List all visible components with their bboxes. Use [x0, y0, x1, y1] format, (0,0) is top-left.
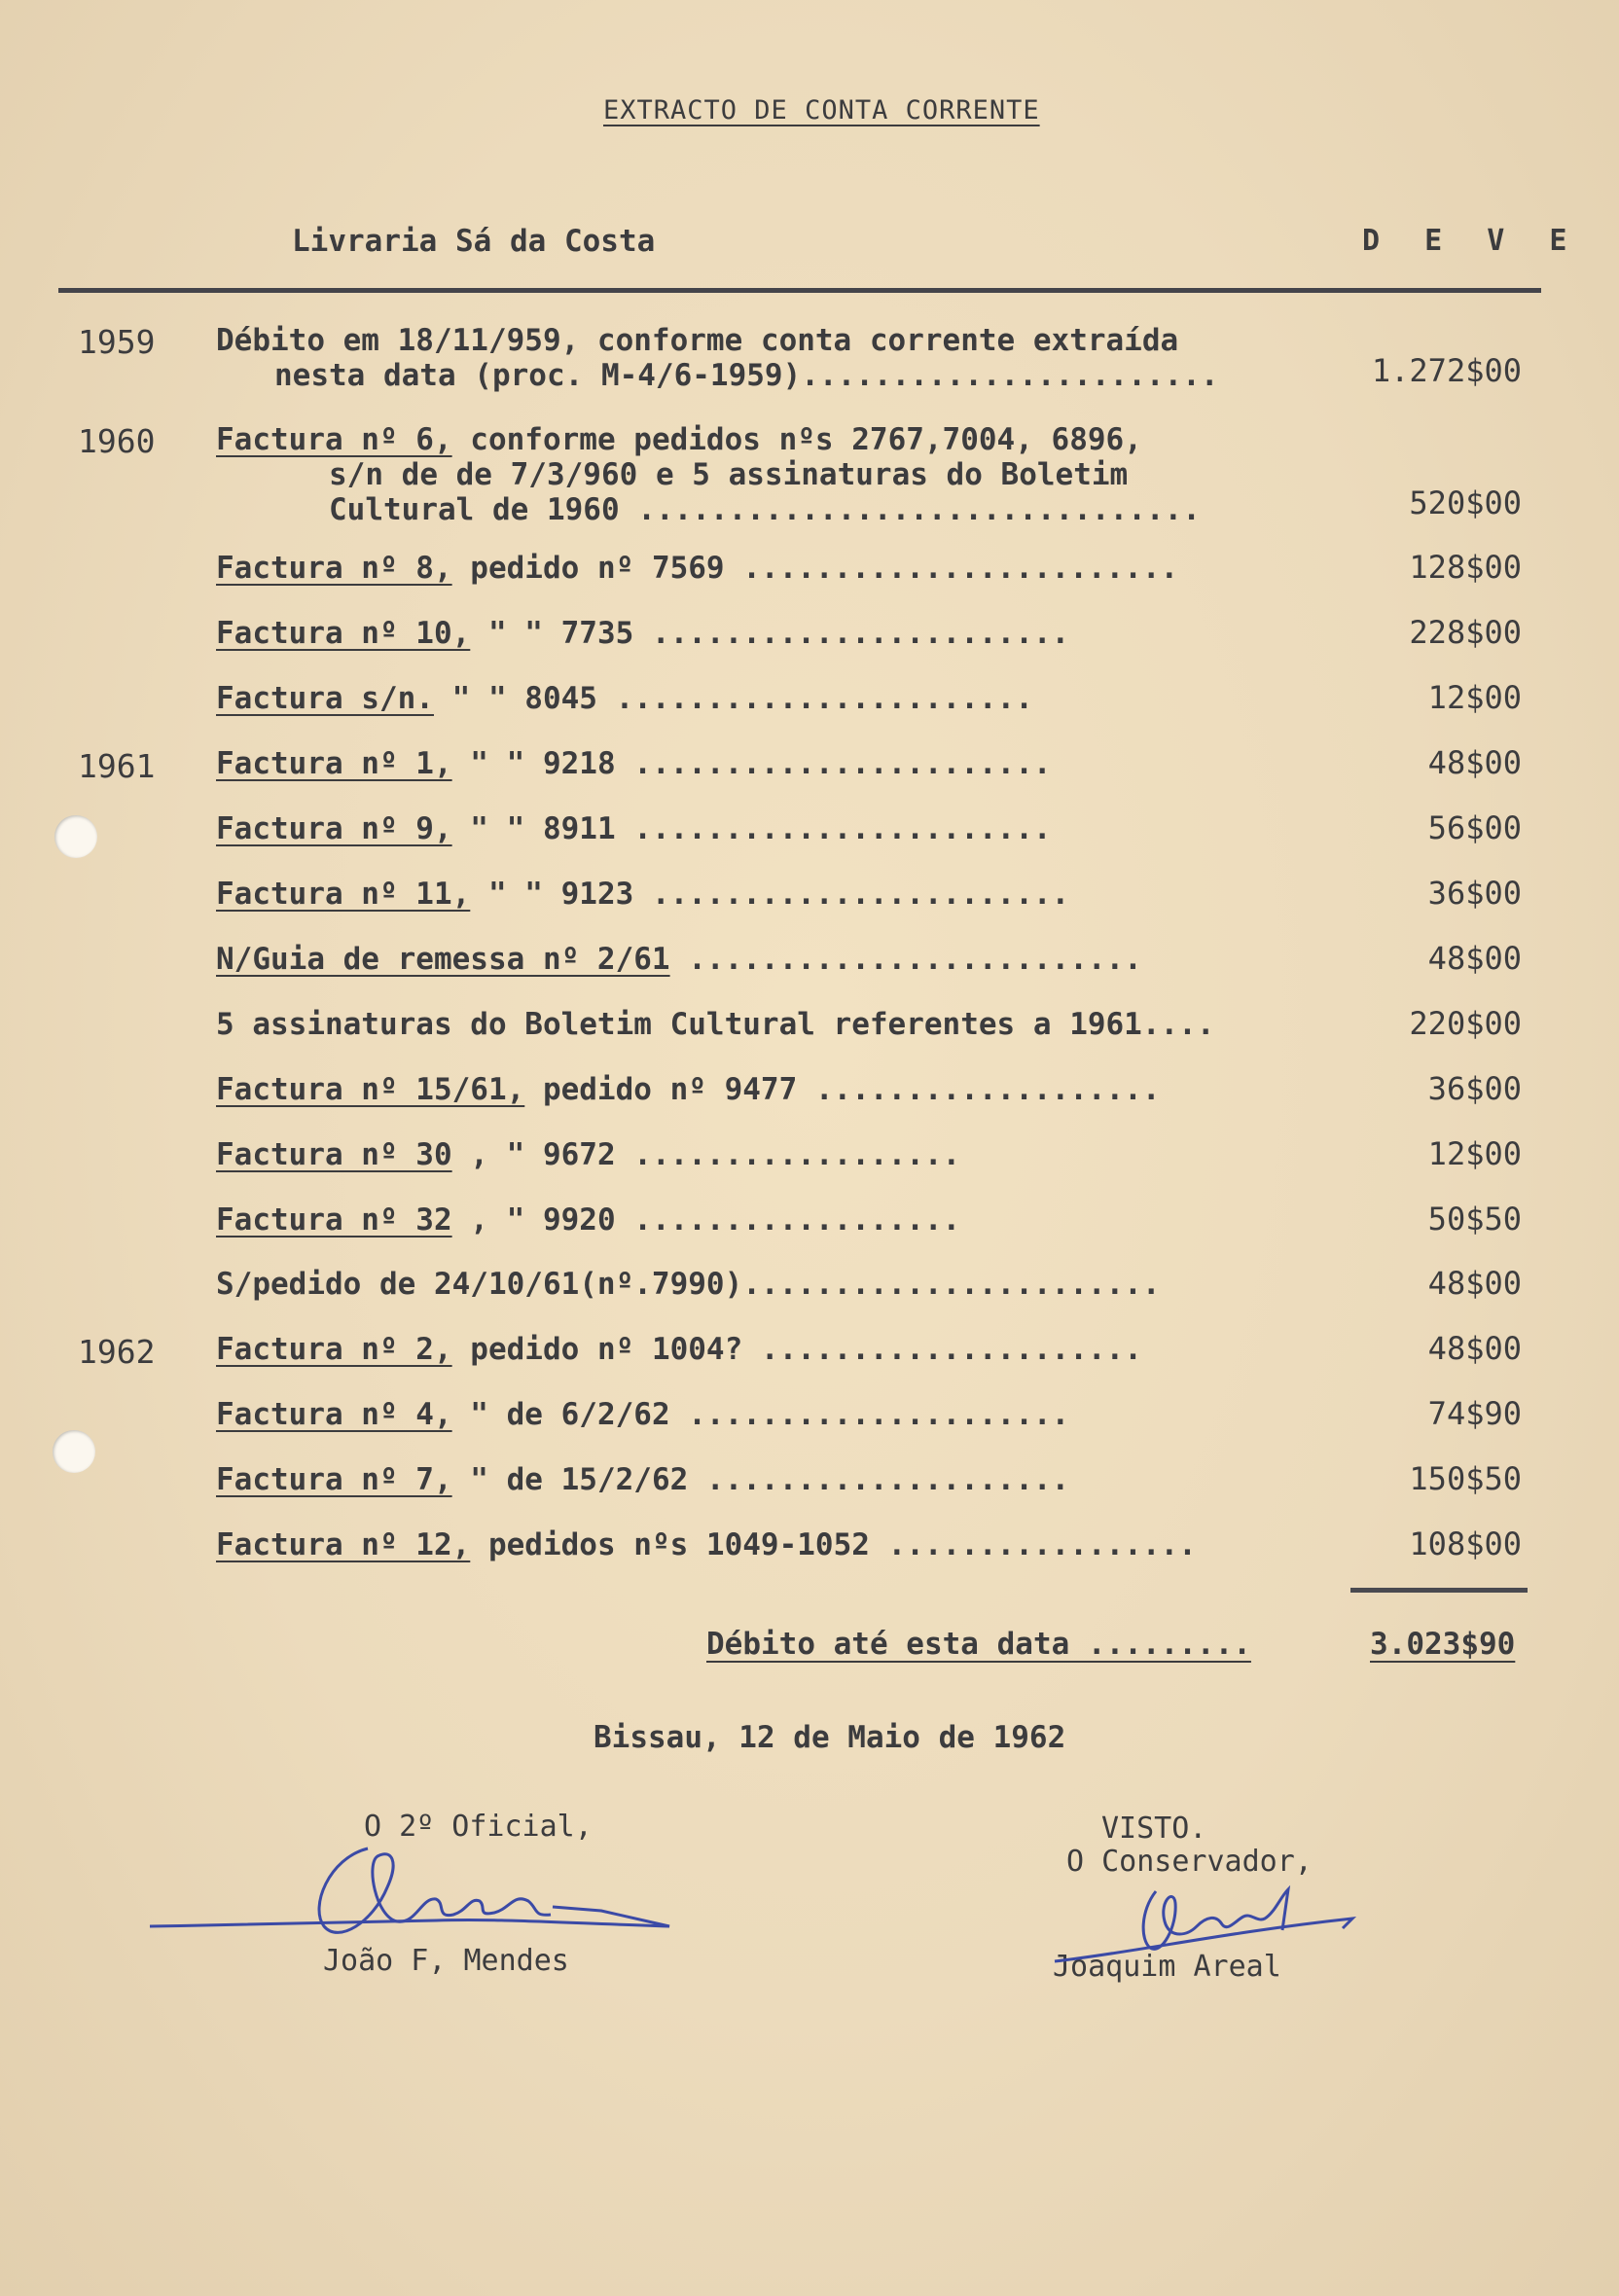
document-title: EXTRACTO DE CONTA CORRENTE — [603, 95, 1040, 126]
entry-line: conforme pedidos nºs 2767,7004, 6896, — [451, 422, 1142, 457]
entry-description — [216, 1332, 1142, 1367]
entry-text: " " 8911 ....................... — [451, 811, 1052, 846]
entry-description — [216, 1007, 1215, 1042]
invoice-ref: N/Guia de remessa nº 2/61 — [216, 942, 670, 977]
entry-amount: 12$00 — [1427, 679, 1522, 716]
signature-right-title: O Conservador, — [1066, 1845, 1313, 1879]
entry-line: nesta data (proc. M-4/6-1959)....................... — [274, 358, 1219, 393]
entry-amount: 48$00 — [1427, 1330, 1522, 1367]
entry-description — [216, 811, 1052, 846]
entry-description — [216, 1072, 1161, 1107]
invoice-ref: Factura nº 32 — [216, 1202, 452, 1238]
entry-amount: 228$00 — [1409, 614, 1522, 651]
total-line — [706, 1627, 1516, 1662]
invoice-ref: Factura nº 10, — [216, 616, 471, 651]
total-value: 3.023$90 — [1370, 1627, 1516, 1662]
total-label: Débito até esta data ......... — [706, 1627, 1251, 1662]
signature-left-title: O 2º Oficial, — [364, 1810, 593, 1844]
invoice-ref: Factura nº 6, — [216, 422, 452, 457]
invoice-ref: Factura nº 11, — [216, 877, 471, 912]
entry-amount: 36$00 — [1427, 1070, 1522, 1107]
entry-description — [216, 1202, 960, 1238]
entry-description — [216, 681, 1033, 716]
entry-text: ......................... — [669, 942, 1142, 977]
entry-amount: 128$00 — [1409, 549, 1522, 586]
entry-description — [216, 746, 1052, 781]
signature-right-name: Joaquim Areal — [1053, 1950, 1281, 1984]
entry-amount: 48$00 — [1427, 940, 1522, 977]
signature-left-name: João F, Mendes — [323, 1944, 569, 1978]
entry-line: Cultural de 1960 ............................... — [329, 492, 1201, 527]
entry-text: " " 7735 ....................... — [470, 616, 1070, 651]
entry-text: , " 9920 .................. — [451, 1202, 961, 1238]
entry-amount: 48$00 — [1427, 744, 1522, 781]
entry-line: Débito em 18/11/959, conforme conta corrente extraída — [216, 323, 1179, 358]
entry-text: 5 assinaturas do Boletim Cultural referentes a 1961.... — [216, 1007, 1215, 1042]
entry-amount: 50$50 — [1427, 1201, 1522, 1238]
entry-description — [216, 1527, 1197, 1562]
punch-hole — [53, 1430, 95, 1473]
entry-text: pedido nº 7569 ........................ — [451, 551, 1179, 586]
entry-text: pedido nº 1004? ..................... — [451, 1332, 1142, 1367]
punch-hole — [54, 815, 97, 858]
entry-amount: 12$00 — [1427, 1135, 1522, 1172]
entry-text: " de 15/2/62 .................... — [451, 1462, 1070, 1497]
entry-year: 1959 — [78, 323, 156, 361]
signature-right-visto: VISTO. — [1101, 1812, 1207, 1846]
invoice-ref: Factura nº 30 — [216, 1137, 452, 1172]
entry-amount: 150$50 — [1409, 1460, 1522, 1497]
entry-text: " " 9123 ....................... — [470, 877, 1070, 912]
sum-rule — [1350, 1588, 1528, 1593]
entry-amount: 36$00 — [1427, 875, 1522, 912]
entry-description — [216, 877, 1069, 912]
column-header-deve: D E V E — [1362, 224, 1581, 258]
invoice-ref: Factura nº 1, — [216, 746, 452, 781]
client-name: Livraria Sá da Costa — [292, 224, 656, 259]
invoice-ref: Factura nº 4, — [216, 1397, 452, 1432]
entry-line: s/n de de 7/3/960 e 5 assinaturas do Boletim — [329, 457, 1129, 492]
entry-amount: 56$00 — [1427, 809, 1522, 846]
header-rule — [58, 288, 1541, 293]
entry-text: S/pedido de 24/10/61(nº.7990)....................... — [216, 1267, 1161, 1302]
signature-mark-right — [1051, 1868, 1362, 1985]
entry-amount: 108$00 — [1409, 1525, 1522, 1562]
entry-year: 1962 — [78, 1333, 156, 1371]
entry-text: , " 9672 .................. — [451, 1137, 961, 1172]
entry-description — [216, 551, 1178, 586]
entry-text: pedido nº 9477 ................... — [524, 1072, 1161, 1107]
entry-amount: 220$00 — [1409, 1005, 1522, 1042]
signature-mark-left — [144, 1829, 689, 1955]
invoice-ref: Factura nº 7, — [216, 1462, 452, 1497]
invoice-ref: Factura nº 12, — [216, 1527, 471, 1562]
entry-amount: 520$00 — [1409, 484, 1522, 521]
entry-text: " " 9218 ....................... — [451, 746, 1052, 781]
invoice-ref: Factura nº 8, — [216, 551, 452, 586]
entry-description — [216, 422, 1201, 527]
entry-text: pedidos nºs 1049-1052 ................. — [470, 1527, 1197, 1562]
entry-year: 1960 — [78, 422, 156, 460]
place-date: Bissau, 12 de Maio de 1962 — [594, 1720, 1066, 1755]
invoice-ref: Factura nº 15/61, — [216, 1072, 525, 1107]
entry-description — [216, 1137, 960, 1172]
invoice-ref: Factura nº 9, — [216, 811, 452, 846]
entry-amount: 1.272$00 — [1371, 352, 1522, 389]
entry-description — [216, 1397, 1069, 1432]
entry-description — [216, 323, 1219, 393]
entry-year: 1961 — [78, 747, 156, 785]
entry-description — [216, 616, 1069, 651]
entry-text: " " 8045 ....................... — [433, 681, 1033, 716]
entry-description — [216, 1267, 1161, 1302]
entry-amount: 74$90 — [1427, 1395, 1522, 1432]
entry-description — [216, 942, 1142, 977]
entry-amount: 48$00 — [1427, 1265, 1522, 1302]
entry-text: " de 6/2/62 ..................... — [451, 1397, 1070, 1432]
invoice-ref: Factura nº 2, — [216, 1332, 452, 1367]
entry-description — [216, 1462, 1069, 1497]
invoice-ref: Factura s/n. — [216, 681, 434, 716]
